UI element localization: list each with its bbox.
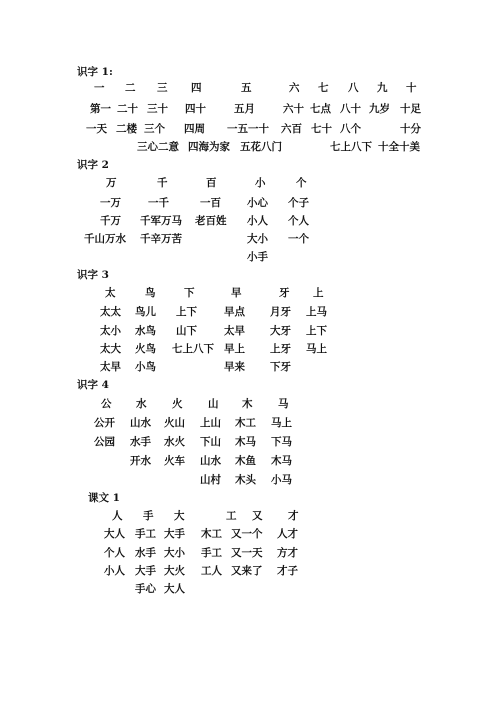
word: 山水 (130, 417, 151, 429)
word: 才子 (277, 565, 298, 577)
section-title-s1: 识字 1: (77, 66, 113, 78)
word: 早 (231, 287, 242, 299)
word: 大手 (164, 528, 185, 540)
word: 上下 (306, 325, 327, 337)
word: 又一天 (231, 547, 263, 559)
word: 水手 (135, 547, 156, 559)
word: 五月 (234, 103, 255, 115)
word: 工 (226, 510, 237, 522)
word: 公园 (94, 436, 115, 448)
word: 小 (255, 177, 266, 189)
word: 六十 (283, 103, 304, 115)
word: 七十 (311, 123, 332, 135)
word: 十全十美 (378, 141, 420, 153)
word: 九岁 (369, 103, 390, 115)
word: 手 (143, 510, 154, 522)
word: 小心 (247, 197, 268, 209)
word: 水鸟 (135, 325, 156, 337)
word: 四 (191, 82, 202, 94)
word: 十分 (400, 123, 421, 135)
word: 老百姓 (195, 215, 227, 227)
word: 一 (94, 82, 105, 94)
word: 早上 (224, 343, 245, 355)
word: 又来了 (231, 565, 263, 577)
word: 山下 (176, 325, 197, 337)
word: 又一个 (231, 528, 263, 540)
word: 山村 (200, 474, 221, 486)
word: 二楼 (116, 123, 137, 135)
word: 又 (252, 510, 263, 522)
word: 方才 (277, 547, 298, 559)
word: 鸟儿 (135, 306, 156, 318)
word: 才 (288, 510, 299, 522)
word: 七上八下 (330, 141, 372, 153)
word: 下马 (271, 436, 292, 448)
word: 六百 (281, 123, 302, 135)
word: 一千 (148, 197, 169, 209)
word: 小马 (271, 474, 292, 486)
word: 二 (125, 82, 136, 94)
word: 五花八门 (240, 141, 282, 153)
word: 大牙 (270, 325, 291, 337)
word: 太早 (224, 325, 245, 337)
word: 火车 (164, 455, 185, 467)
word: 四海为家 (188, 141, 230, 153)
word: 一个 (288, 233, 309, 245)
word: 一天 (86, 123, 107, 135)
word: 大人 (164, 583, 185, 595)
word: 大手 (135, 565, 156, 577)
word: 火鸟 (135, 343, 156, 355)
word: 马上 (271, 417, 292, 429)
word: 千辛万苦 (140, 233, 182, 245)
word: 马 (278, 398, 289, 410)
word: 公开 (94, 417, 115, 429)
word: 二十 (117, 103, 138, 115)
word: 三 (157, 82, 168, 94)
word: 一五一十 (227, 123, 269, 135)
word: 手心 (135, 583, 156, 595)
word: 木马 (271, 455, 292, 467)
word: 下山 (200, 436, 221, 448)
section-title-s3: 识字 3 (77, 269, 109, 281)
word: 人 (112, 510, 123, 522)
word: 大 (174, 510, 185, 522)
word: 大人 (104, 528, 125, 540)
word: 早来 (224, 361, 245, 373)
section-title-s5: 课文 1 (88, 492, 120, 504)
word: 大火 (164, 565, 185, 577)
word: 小人 (104, 565, 125, 577)
word: 五 (241, 82, 252, 94)
word: 人才 (277, 528, 298, 540)
word: 千山万水 (84, 233, 126, 245)
word: 大小 (164, 547, 185, 559)
word: 太 (105, 287, 116, 299)
word: 上牙 (270, 343, 291, 355)
word: 八十 (340, 103, 361, 115)
word: 一万 (100, 197, 121, 209)
word: 木工 (235, 417, 256, 429)
word: 千 (157, 177, 168, 189)
word: 牙 (279, 287, 290, 299)
word: 山水 (200, 455, 221, 467)
word: 水手 (130, 436, 151, 448)
word: 四十 (185, 103, 206, 115)
word: 大小 (247, 233, 268, 245)
word: 开水 (130, 455, 151, 467)
word: 上下 (176, 306, 197, 318)
word: 早点 (224, 306, 245, 318)
word: 水火 (164, 436, 185, 448)
word: 七点 (310, 103, 331, 115)
word: 上山 (200, 417, 221, 429)
word: 十足 (400, 103, 421, 115)
word: 木马 (235, 436, 256, 448)
word: 太小 (100, 325, 121, 337)
word: 小人 (247, 215, 268, 227)
word: 木 (242, 398, 253, 410)
word: 个 (296, 177, 307, 189)
word: 七 (318, 82, 329, 94)
word: 马上 (306, 343, 327, 355)
word: 七上八下 (172, 343, 214, 355)
word: 木工 (201, 528, 222, 540)
word: 木鱼 (235, 455, 256, 467)
word: 上 (313, 287, 324, 299)
word: 三心二意 (137, 141, 179, 153)
word: 千万 (100, 215, 121, 227)
word: 火山 (164, 417, 185, 429)
word: 六 (289, 82, 300, 94)
word: 三十 (147, 103, 168, 115)
word: 水 (136, 398, 147, 410)
word: 手工 (135, 528, 156, 540)
word: 千军万马 (140, 215, 182, 227)
word: 个人 (288, 215, 309, 227)
word: 八 (348, 82, 359, 94)
word: 小鸟 (135, 361, 156, 373)
word: 百 (206, 177, 217, 189)
word: 公 (101, 398, 112, 410)
word: 小手 (247, 251, 268, 263)
word: 木头 (235, 474, 256, 486)
word: 第一 (90, 103, 111, 115)
word: 工人 (201, 565, 222, 577)
word: 手工 (201, 547, 222, 559)
word: 个子 (288, 197, 309, 209)
word: 万 (106, 177, 117, 189)
word: 十 (406, 82, 417, 94)
word: 太大 (100, 343, 121, 355)
word: 一百 (200, 197, 221, 209)
word: 个人 (104, 547, 125, 559)
word: 鸟 (145, 287, 156, 299)
section-title-s2: 识字 2 (77, 159, 109, 171)
word: 八个 (340, 123, 361, 135)
word: 山 (208, 398, 219, 410)
word: 四周 (184, 123, 205, 135)
word: 太早 (100, 361, 121, 373)
word: 上马 (306, 306, 327, 318)
word: 月牙 (270, 306, 291, 318)
word: 下牙 (270, 361, 291, 373)
section-title-s4: 识字 4 (77, 379, 109, 391)
word: 下 (184, 287, 195, 299)
word: 火 (172, 398, 183, 410)
word: 太太 (100, 306, 121, 318)
word: 三个 (144, 123, 165, 135)
word: 九 (377, 82, 388, 94)
